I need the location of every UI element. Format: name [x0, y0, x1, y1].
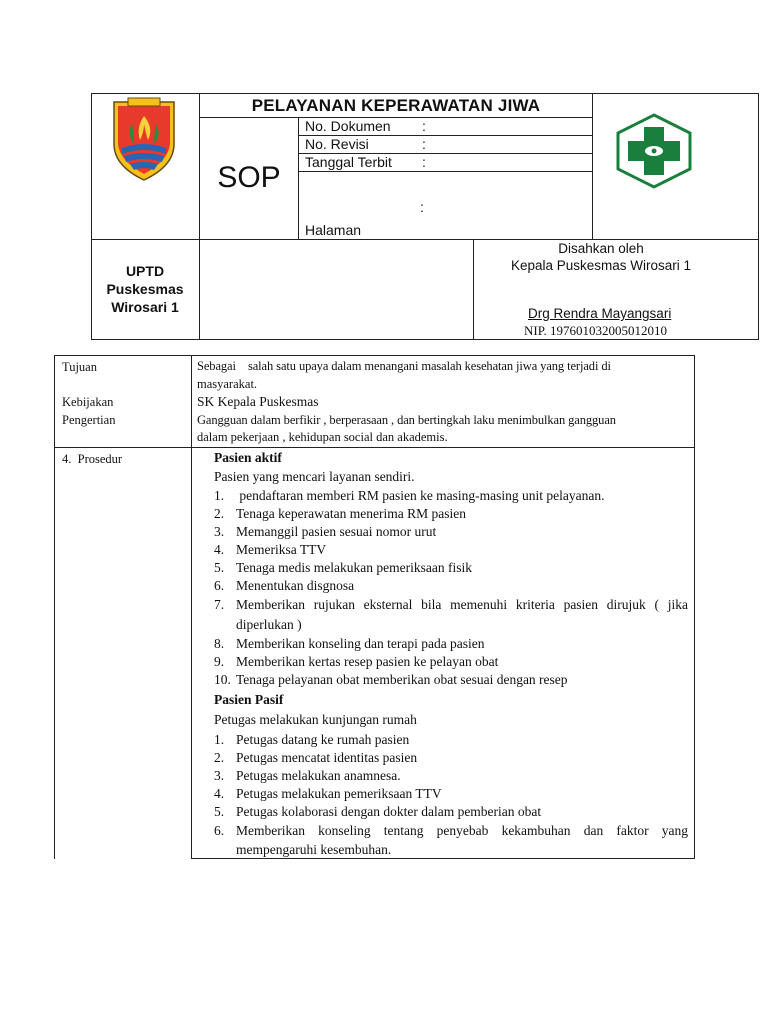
field-label: No. Revisi [305, 136, 369, 152]
list-item [214, 653, 688, 671]
regional-emblem-icon [108, 94, 180, 182]
field-tanggal-terbit [305, 153, 585, 171]
step-text: Petugas mencatat identitas pasien [236, 750, 418, 765]
list-item [214, 671, 688, 689]
sop-label: SOP [217, 161, 281, 194]
field-halaman-label: Halaman [305, 222, 362, 238]
list-item [214, 803, 688, 821]
step-number: 5. [214, 804, 225, 819]
step-text: pendaftaran memberi RM pasien ke masing-masing unit pelayanan. [236, 488, 605, 503]
field-no-dokumen [305, 117, 585, 135]
step-number: 1. [214, 732, 225, 747]
list-item [214, 731, 688, 749]
org-line: Wirosari 1 [111, 299, 179, 315]
list-item [214, 541, 688, 559]
step-text: Tenaga keperawatan menerima RM pasien [236, 506, 466, 521]
kebijakan-label: Kebijakan [62, 395, 114, 409]
step-text: Petugas melakukan anamnesa. [236, 768, 401, 783]
step-number: 9. [214, 654, 225, 669]
prosedur-label: 4. Prosedur [62, 452, 123, 466]
step-text: Memberikan rujukan eksternal bila memenuhi kriteria pasien dirujuk ( jika diperlukan ) [236, 597, 688, 632]
step-text: Petugas kolaborasi dengan dokter dalam pemberian obat [236, 804, 542, 819]
step-text: Tenaga pelayanan obat memberikan obat sesuai dengan resep [236, 672, 568, 687]
pasien-aktif-intro: Pasien yang mencari layanan sendiri. [214, 469, 415, 484]
step-number: 4. [214, 542, 225, 557]
field-label: No. Dokumen [305, 118, 391, 134]
step-text: Memberikan kertas resep pasien ke pelayan obat [236, 654, 499, 669]
list-item [214, 749, 688, 767]
approval-nip: NIP. 197601032005012010 [524, 323, 668, 338]
step-number: 10. [214, 672, 231, 687]
approval-line1: Disahkan oleh [558, 241, 644, 256]
org-line: Puskesmas [106, 281, 184, 297]
pengertian-label: Pengertian [62, 413, 116, 427]
field-no-revisi [305, 135, 585, 153]
step-number: 8. [214, 636, 225, 651]
approval-line2: Kepala Puskesmas Wirosari 1 [510, 258, 692, 273]
tujuan-text-line1: Sebagai salah satu upaya dalam menangani masalah kesehatan jiwa yang terjadi di [197, 359, 611, 373]
step-number: 1. [214, 488, 225, 503]
step-number: 5. [214, 560, 225, 575]
list-item [214, 595, 688, 635]
step-number: 3. [214, 768, 225, 783]
step-text: Memberikan konseling tentang penyebab kekambuhan dan faktor yang mempengaruhi kesembuhan. [236, 823, 688, 857]
list-item [214, 767, 688, 785]
step-number: 2. [214, 506, 225, 521]
pasien-pasif-steps [214, 731, 688, 859]
field-halaman-colon: : [420, 199, 424, 215]
field-label: Tanggal Terbit [305, 154, 392, 170]
list-item [214, 577, 688, 595]
list-item [214, 523, 688, 541]
pasien-aktif-steps [214, 487, 688, 689]
step-text: Tenaga medis melakukan pemeriksaan fisik [236, 560, 472, 575]
pasien-aktif-title: Pasien aktif [214, 450, 282, 465]
pengertian-text-line2: dalam pekerjaan , kehidupan social dan akademis. [197, 430, 448, 444]
step-number: 4. [214, 786, 225, 801]
step-text: Petugas melakukan pemeriksaan TTV [236, 786, 442, 801]
list-item [214, 559, 688, 577]
approval-signer: Drg Rendra Mayangsari [528, 306, 672, 321]
tujuan-label: Tujuan [62, 360, 97, 374]
pasien-pasif-intro: Petugas melakukan kunjungan rumah [214, 712, 417, 727]
step-number: 6. [214, 823, 225, 838]
document-title: PELAYANAN KEPERAWATAN JIWA [251, 96, 541, 115]
pasien-pasif-title: Pasien Pasif [214, 692, 284, 707]
list-item [214, 785, 688, 803]
organization-name [92, 262, 198, 316]
list-item [214, 487, 688, 505]
org-line: UPTD [125, 263, 165, 279]
tujuan-text-line2: masyarakat. [197, 377, 258, 391]
list-item [214, 635, 688, 653]
field-colon: : [422, 136, 426, 152]
step-text: Memberikan konseling dan terapi pada pasien [236, 636, 485, 651]
step-number: 2. [214, 750, 225, 765]
puskesmas-cross-icon [614, 113, 694, 189]
step-number: 3. [214, 524, 225, 539]
field-colon: : [422, 154, 426, 170]
step-text: Menentukan disgnosa [236, 578, 355, 593]
step-number: 7. [214, 597, 225, 612]
kebijakan-text: SK Kepala Puskesmas [197, 394, 319, 409]
pengertian-text-line1: Gangguan dalam berfikir , berperasaan , dan bertingkah laku menimbulkan gangguan [197, 413, 616, 427]
field-colon: : [422, 118, 426, 134]
step-text: Memanggil pasien sesuai nomor urut [236, 524, 437, 539]
step-text: Memeriksa TTV [236, 542, 327, 557]
list-item [214, 821, 688, 859]
list-item [214, 505, 688, 523]
step-number: 6. [214, 578, 225, 593]
step-text: Petugas datang ke rumah pasien [236, 732, 410, 747]
